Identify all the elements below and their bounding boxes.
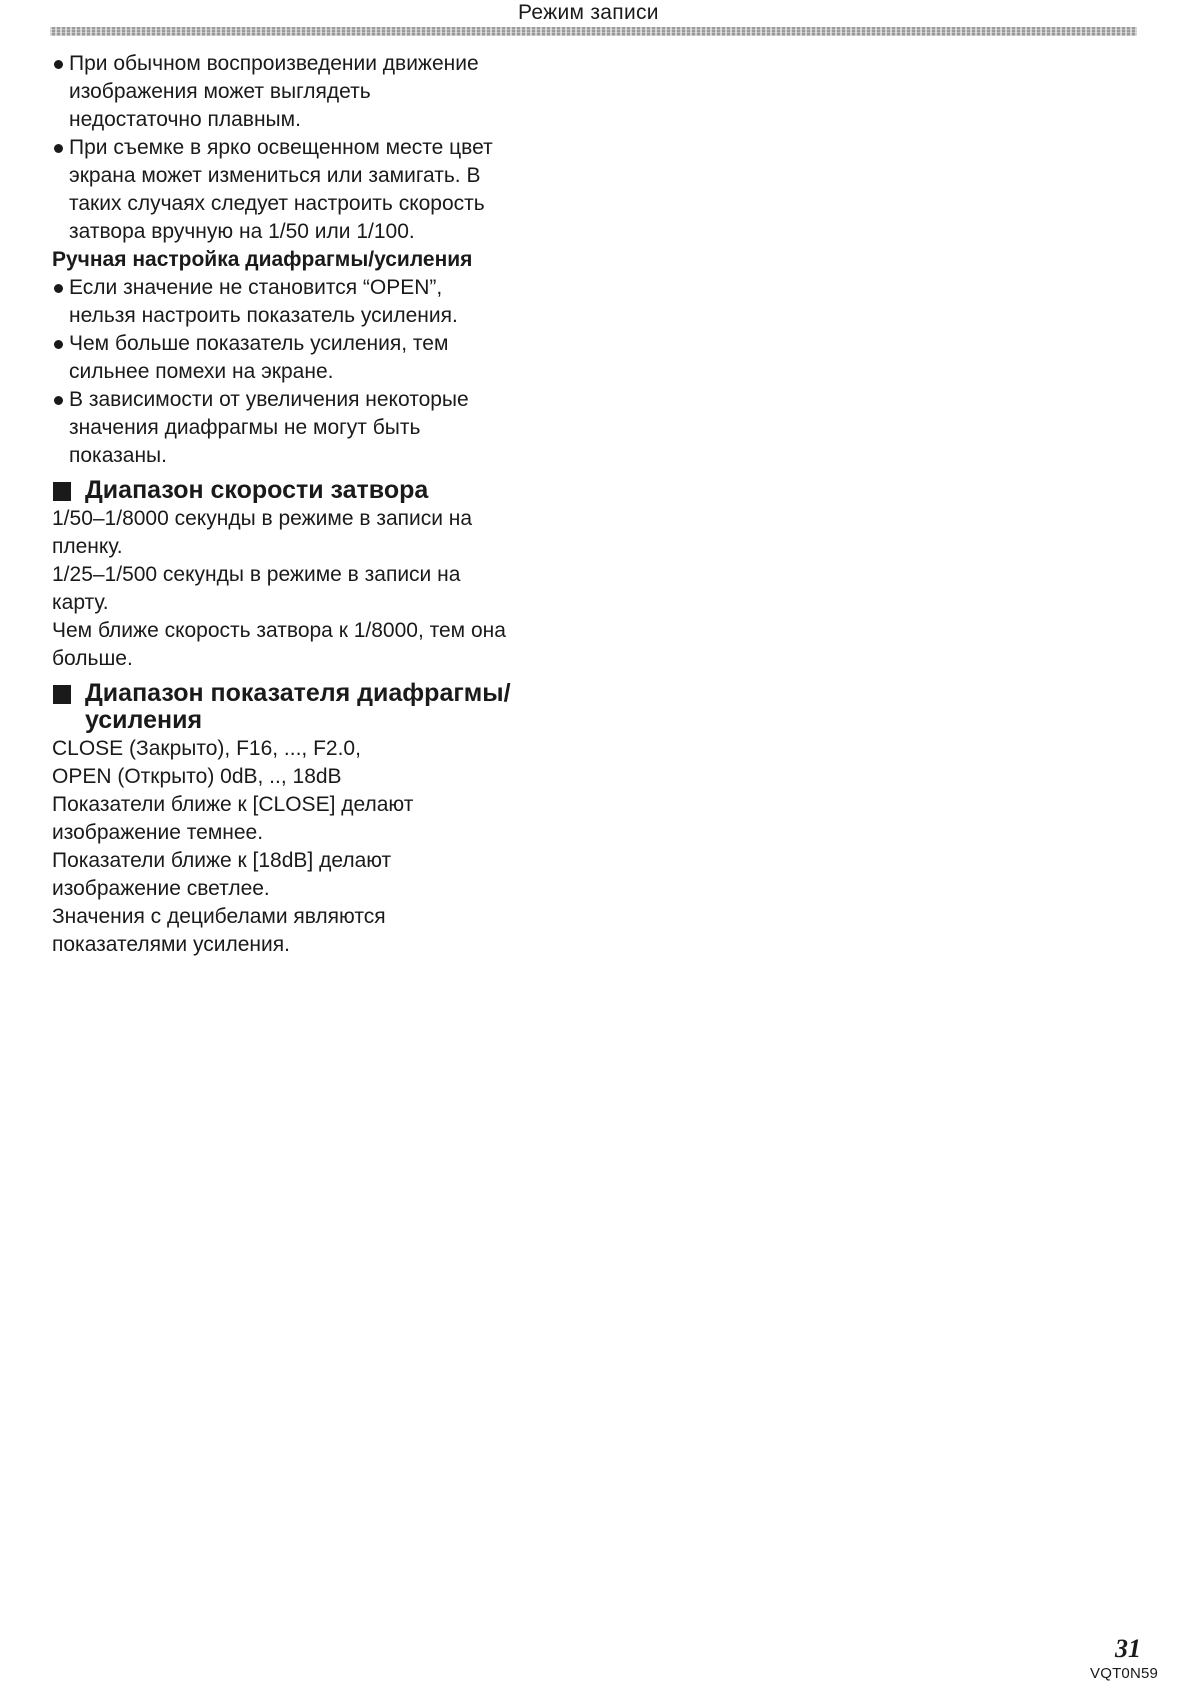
bullet-line: Чем больше показатель усиления, тем [69,332,449,355]
document-code: VQT0N59 [1090,1665,1159,1682]
bullet-line: В зависимости от увеличения некоторые [69,388,469,411]
text-line: 1/25–1/500 секунды в режиме в записи на [52,563,461,586]
bullet-line: показаны. [69,444,167,467]
shutter-range-heading [52,477,592,504]
heading-line: усиления [85,706,203,734]
bullet-line: значения диафрагмы не могут быть [69,416,421,439]
bullet-item [52,50,592,134]
bullet-line: таких случаях следует настроить скорость [69,192,485,215]
text-line: Показатели ближе к [CLOSE] делают [52,793,414,816]
square-marker-icon [53,482,71,501]
text-line: больше. [52,647,133,670]
iris-gain-range-heading [52,680,592,734]
bullet-item [52,386,592,470]
bullet-line: изображения может выглядеть [69,80,371,103]
manual-adjust-heading: Ручная настройка диафрагмы/усиления [52,248,473,271]
bullet-line: сильнее помехи на экране. [69,360,334,383]
page-header-title: Режим записи [518,1,659,24]
header-rule [50,27,1137,36]
text-line: показателями усиления. [52,933,290,956]
text-line: карту. [52,591,109,614]
text-line: OPEN (Открыто) 0dB, .., 18dB [52,765,342,788]
bullet-line: При обычном воспроизведении движение [69,52,479,75]
bullet-item [52,330,592,386]
iris-gain-range-text [52,735,592,959]
main-content [52,50,592,959]
bullet-line: экрана может измениться или замигать. В [69,164,481,187]
page-header [0,0,1190,40]
text-line: Значения с децибелами являются [52,905,386,928]
text-line: изображение светлее. [52,877,270,900]
heading-line: Диапазон показателя диафрагмы/ [85,679,511,707]
bullet-line: Если значение не становится “OPEN”, [69,276,443,299]
bullet-line: недостаточно плавным. [69,108,301,131]
text-line: изображение темнее. [52,821,264,844]
square-marker-icon [53,685,71,704]
bullet-item [52,274,592,330]
text-line: 1/50–1/8000 секунды в режиме в записи на [52,507,473,530]
bullet-line: При съемке в ярко освещенном месте цвет [69,136,493,159]
text-line: Чем ближе скорость затвора к 1/8000, тем она [52,619,506,642]
bullet-line: нельзя настроить показатель усиления. [69,304,458,327]
text-line: пленку. [52,535,123,558]
bullet-item [52,134,592,246]
text-line: CLOSE (Закрыто), F16, ..., F2.0, [52,737,361,760]
bullet-line: затвора вручную на 1/50 или 1/100. [69,220,415,243]
heading-line: Диапазон скорости затвора [85,476,429,504]
page-number: 31 [1115,1634,1141,1663]
shutter-range-text [52,505,592,673]
text-line: Показатели ближе к [18dB] делают [52,849,392,872]
